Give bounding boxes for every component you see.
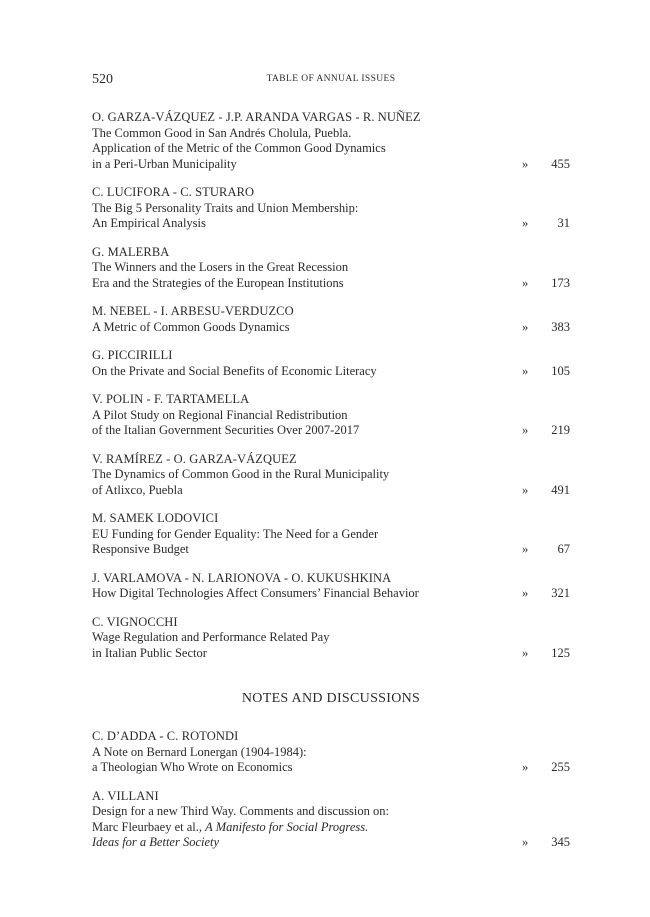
running-title: TABLE OF ANNUAL ISSUES: [266, 74, 396, 84]
entry-page-number: 455: [551, 156, 570, 171]
guillemet-marker: »: [522, 363, 529, 378]
entry-authors: M. NEBEL - I. ARBESU-VERDUZCO: [92, 304, 294, 318]
entry-page-number: 383: [551, 319, 570, 334]
section-heading: NOTES AND DISCUSSIONS: [241, 691, 421, 706]
entry-page-number: 173: [551, 275, 570, 290]
entry-page-number: 125: [551, 645, 570, 660]
entry-citation-text: Marc Fleurbaey et al.,: [92, 819, 206, 834]
guillemet-marker: »: [522, 423, 529, 437]
entry-title-line: The Winners and the Losers in the Great Recession: [92, 260, 349, 274]
toc-entry: [92, 789, 570, 851]
page-reference: [522, 157, 570, 173]
entry-authors: J. VARLAMOVA - N. LARIONOVA - O. KUKUSHKINA: [92, 570, 392, 585]
entry-title-line: Application of the Metric of the Common Good Dynamics: [92, 141, 386, 155]
entry-authors: C. LUCIFORA - C. STURARO: [92, 185, 255, 199]
guillemet-marker: »: [522, 216, 529, 230]
entry-title-line: A Note on Bernard Lonergan (1904-1984):: [92, 744, 307, 759]
toc-entry: [92, 615, 570, 662]
page-reference: [522, 423, 570, 439]
entry-page-number: 491: [551, 482, 570, 497]
entry-authors: G. PICCIRILLI: [92, 348, 173, 362]
entry-title-line: A Metric of Common Goods Dynamics: [92, 319, 290, 334]
entry-authors: V. POLIN - F. TARTAMELLA: [92, 392, 250, 406]
entry-title-line: a Theologian Who Wrote on Economics: [92, 760, 293, 774]
guillemet-marker: »: [522, 586, 529, 600]
entry-title-line: [92, 820, 570, 836]
toc-entry: [92, 452, 570, 499]
guillemet-marker: »: [522, 482, 529, 497]
guillemet-marker: »: [522, 835, 529, 849]
page-reference: [522, 276, 570, 292]
page-reference: [522, 586, 570, 602]
entry-page-number: 219: [551, 423, 570, 437]
toc-entry: [92, 348, 570, 379]
page-reference: [522, 483, 570, 499]
entry-authors: G. MALERBA: [92, 244, 170, 259]
entry-title-line: How Digital Technologies Affect Consumers’ Financial Behavior: [92, 586, 419, 600]
entry-title-line: EU Funding for Gender Equality: The Need for a Gender: [92, 526, 379, 541]
page-number: 520: [92, 72, 113, 87]
guillemet-marker: »: [522, 542, 529, 556]
entry-title-line: On the Private and Social Benefits of Economic Literacy: [92, 363, 377, 378]
entry-title-line: The Dynamics of Common Good in the Rural Municipality: [92, 467, 390, 481]
entry-book-title: Ideas for a Better Society: [92, 835, 220, 849]
entry-authors: O. GARZA-VÁZQUEZ - J.P. ARANDA VARGAS - R. NUÑEZ: [92, 110, 421, 124]
guillemet-marker: »: [522, 319, 529, 334]
page-reference: [522, 320, 570, 336]
entry-page-number: 321: [551, 586, 570, 600]
entry-page-number: 105: [551, 363, 570, 378]
toc-entry: [92, 185, 570, 232]
entry-authors: A. VILLANI: [92, 788, 159, 803]
page-reference: [522, 216, 570, 232]
toc-entry: [92, 392, 570, 439]
guillemet-marker: »: [522, 156, 529, 171]
page-header: [92, 72, 570, 90]
entry-title-line: in Italian Public Sector: [92, 645, 207, 660]
toc-entry: [92, 571, 570, 602]
guillemet-marker: »: [522, 645, 529, 660]
entry-title-line: Wage Regulation and Performance Related Pay: [92, 630, 330, 644]
entry-page-number: 31: [557, 216, 570, 230]
entry-authors: M. SAMEK LODOVICI: [92, 511, 219, 525]
entry-page-number: 67: [557, 542, 570, 556]
page-reference: [522, 760, 570, 776]
entry-title-line: An Empirical Analysis: [92, 216, 206, 230]
toc-entry: [92, 511, 570, 558]
guillemet-marker: »: [522, 760, 529, 774]
entry-title-line: of Atlixco, Puebla: [92, 482, 183, 497]
toc-entry: [92, 245, 570, 292]
entry-title-line: Responsive Budget: [92, 542, 189, 556]
entry-authors: C. VIGNOCCHI: [92, 614, 178, 629]
page-reference: [522, 364, 570, 380]
entry-title-line: The Big 5 Personality Traits and Union Membership:: [92, 200, 359, 215]
toc-entry: [92, 729, 570, 776]
entry-title-line: Design for a new Third Way. Comments and discussion on:: [92, 804, 389, 818]
toc-entry: [92, 304, 570, 335]
guillemet-marker: »: [522, 275, 529, 290]
entry-book-title: A Manifesto for Social Progress.: [205, 819, 369, 834]
entry-title-line: of the Italian Government Securities Over 2007-2017: [92, 423, 360, 437]
page-reference: [522, 835, 570, 851]
entry-title-line: The Common Good in San Andrés Cholula, Puebla.: [92, 125, 352, 140]
entry-authors: C. D’ADDA - C. ROTONDI: [92, 729, 239, 743]
entry-title-line: in a Peri-Urban Municipality: [92, 156, 237, 171]
entry-page-number: 345: [551, 835, 570, 849]
page-reference: [522, 542, 570, 558]
toc-entry: [92, 110, 570, 172]
entry-page-number: 255: [551, 760, 570, 774]
entry-title-line: Era and the Strategies of the European Institutions: [92, 275, 344, 290]
entry-authors: V. RAMÍREZ - O. GARZA-VÁZQUEZ: [92, 451, 297, 466]
page-reference: [522, 646, 570, 662]
entry-title-line: A Pilot Study on Regional Financial Redistribution: [92, 407, 348, 422]
table-of-contents: [92, 110, 570, 864]
